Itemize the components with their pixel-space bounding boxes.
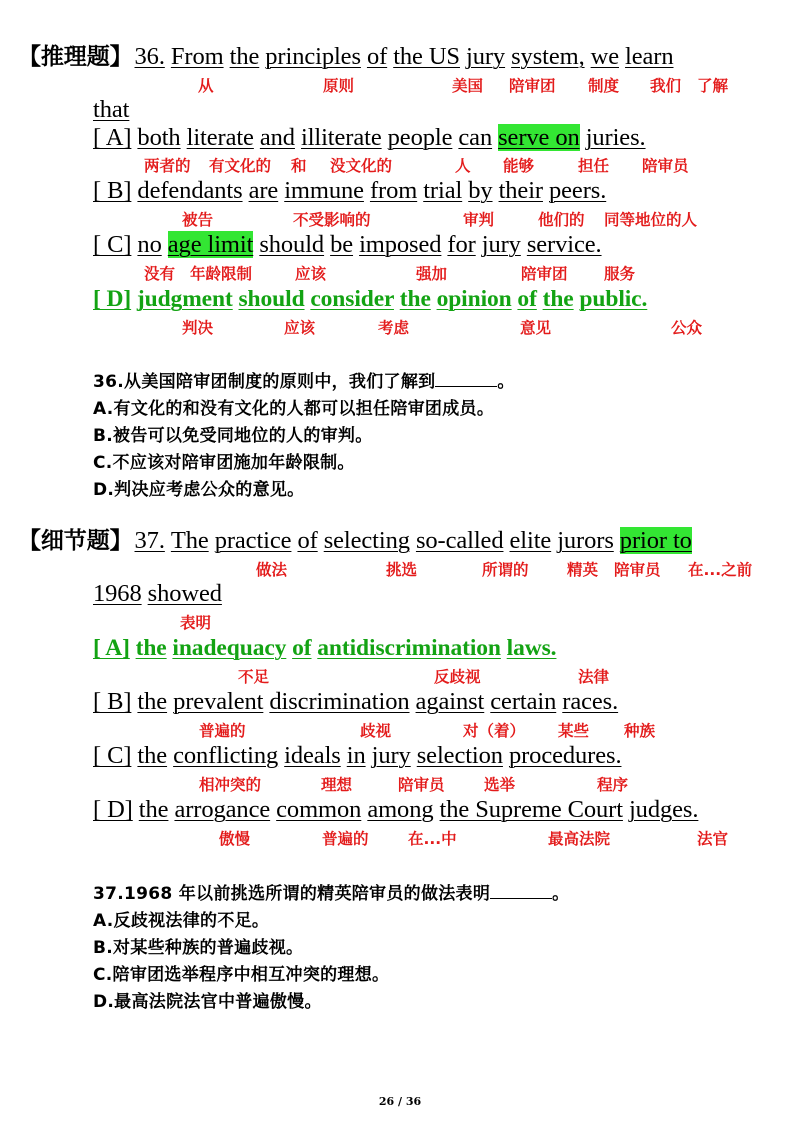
word: practice xyxy=(214,527,292,554)
word: laws. xyxy=(506,635,557,661)
word: against xyxy=(415,688,485,715)
word: learn xyxy=(625,43,674,70)
word: judgment xyxy=(136,286,233,312)
q37-stem-line2 xyxy=(93,580,222,608)
zh-annotation: 没文化的 xyxy=(330,157,393,175)
word: among xyxy=(367,796,434,823)
q36-stem-line2 xyxy=(93,96,129,124)
zh-annotation: 应该 xyxy=(284,319,316,337)
q37-cn-option: C.陪审团选举程序中相互冲突的理想。 xyxy=(93,965,390,985)
word: of xyxy=(292,635,312,661)
word: defendants xyxy=(137,177,243,204)
q36-option-c xyxy=(93,231,602,259)
zh-annotation: 相冲突的 xyxy=(199,776,262,794)
zh-annotation: 表明 xyxy=(180,614,212,632)
zh-annotation: 陪审员 xyxy=(398,776,445,794)
word: should xyxy=(259,231,325,258)
word: we xyxy=(590,43,619,70)
zh-annotation: 美国 xyxy=(452,77,484,95)
word: of xyxy=(297,527,318,554)
zh-annotation: 应该 xyxy=(295,265,327,283)
zh-annotation: 歧视 xyxy=(360,722,392,740)
zh-annotation: 被告 xyxy=(182,211,214,229)
zh-annotation: 某些 xyxy=(558,722,590,740)
zh-annotation: 选举 xyxy=(484,776,516,794)
zh-annotation: 没有 xyxy=(144,265,176,283)
word: service. xyxy=(526,231,602,258)
q36-stem-line1 xyxy=(18,43,674,71)
word: system, xyxy=(511,43,585,70)
word: both xyxy=(137,124,181,151)
zh-annotation: 担任 xyxy=(578,157,610,175)
word: elite xyxy=(509,527,552,554)
zh-annotation: 制度 xyxy=(588,77,620,95)
word: their xyxy=(498,177,543,204)
word: antidiscrimination xyxy=(317,635,501,661)
word: certain xyxy=(490,688,557,715)
q36-option-a xyxy=(93,124,646,152)
zh-annotation: 年龄限制 xyxy=(190,265,253,283)
q37-option-b xyxy=(93,688,618,716)
word: opinion xyxy=(436,286,512,312)
word: by xyxy=(468,177,493,204)
word: juries. xyxy=(585,124,646,151)
zh-annotation: 公众 xyxy=(671,319,703,337)
word: and xyxy=(259,124,295,151)
word: consider xyxy=(310,286,394,312)
zh-annotation: 陪审团 xyxy=(521,265,568,283)
word: principles xyxy=(265,43,361,70)
zh-annotation: 了解 xyxy=(697,77,729,95)
word: The xyxy=(170,527,209,554)
zh-annotation: 能够 xyxy=(503,157,535,175)
option-letter: [ B] xyxy=(93,177,132,204)
q37-number: 37. xyxy=(134,527,165,554)
word: should xyxy=(238,286,305,312)
word: showed xyxy=(147,580,222,607)
zh-annotation: 法律 xyxy=(578,668,610,686)
word: common xyxy=(276,796,362,823)
q36-cn-option: D.判决应考虑公众的意见。 xyxy=(93,480,305,500)
zh-annotation: 所谓的 xyxy=(482,561,529,579)
word: the xyxy=(138,796,169,823)
word: ideals xyxy=(284,742,341,769)
q37-cn-option: B.对某些种族的普遍歧视。 xyxy=(93,938,304,958)
q37-stem-line1 xyxy=(18,527,692,555)
word: no xyxy=(137,231,162,258)
zh-annotation: 不足 xyxy=(238,668,270,686)
word: conflicting xyxy=(173,742,279,769)
option-letter: [ C] xyxy=(93,231,132,258)
zh-annotation: 他们的 xyxy=(538,211,585,229)
word: of xyxy=(517,286,537,312)
word: inadequacy xyxy=(172,635,287,661)
zh-annotation: 服务 xyxy=(604,265,636,283)
zh-annotation: 反歧视 xyxy=(434,668,481,686)
q37-option-d xyxy=(93,796,698,824)
zh-annotation: 考虑 xyxy=(378,319,410,337)
word: can xyxy=(458,124,493,151)
word: selecting xyxy=(323,527,410,554)
q36-cn-option: A.有文化的和没有文化的人都可以担任陪审团成员。 xyxy=(93,399,495,419)
zh-annotation: 人 xyxy=(455,157,471,175)
option-letter: [ B] xyxy=(93,688,132,715)
q37-option-a-answer xyxy=(93,634,556,662)
word: from xyxy=(369,177,418,204)
word: for xyxy=(447,231,476,258)
option-letter: [ D] xyxy=(93,796,133,823)
zh-annotation: 傲慢 xyxy=(219,830,251,848)
q36-cn-option: C.不应该对陪审团施加年龄限制。 xyxy=(93,453,355,473)
option-letter: [ D] xyxy=(93,286,132,312)
word: that xyxy=(93,96,130,123)
word: so-called xyxy=(415,527,504,554)
q37-cn-option: A.反歧视法律的不足。 xyxy=(93,911,270,931)
q36-option-d-answer xyxy=(93,285,647,313)
zh-annotation: 和 xyxy=(291,157,307,175)
answer-blank xyxy=(435,370,497,387)
highlighted-word: serve on xyxy=(498,124,580,151)
word: public. xyxy=(579,286,648,312)
word: the xyxy=(229,43,260,70)
word: discrimination xyxy=(269,688,410,715)
page-number: 26 / 36 xyxy=(378,1095,422,1108)
word: illiterate xyxy=(300,124,382,151)
word: jury xyxy=(481,231,521,258)
word: jury xyxy=(466,43,506,70)
word: jurors xyxy=(557,527,614,554)
q37-cn-option: D.最高法院法官中普遍傲慢。 xyxy=(93,992,322,1012)
option-letter: [ A] xyxy=(93,124,132,151)
word: the Supreme Court xyxy=(439,796,623,823)
zh-annotation: 在...之前 xyxy=(688,561,753,579)
zh-annotation: 普遍的 xyxy=(199,722,246,740)
word: From xyxy=(170,43,224,70)
word: peers. xyxy=(549,177,607,204)
zh-annotation: 同等地位的人 xyxy=(604,211,698,229)
zh-annotation: 我们 xyxy=(650,77,682,95)
word: the xyxy=(137,688,168,715)
word: the xyxy=(542,286,574,312)
word: of xyxy=(366,43,388,70)
zh-annotation: 最高法院 xyxy=(548,830,611,848)
q36-type-tag: 【推理题】 xyxy=(18,44,133,70)
zh-annotation: 理想 xyxy=(321,776,353,794)
option-letter: [ A] xyxy=(93,635,130,661)
word: are xyxy=(248,177,279,204)
zh-annotation: 精英 xyxy=(567,561,599,579)
answer-blank xyxy=(490,882,552,899)
word: people xyxy=(387,124,453,151)
word: procedures. xyxy=(508,742,622,769)
word: imposed xyxy=(359,231,442,258)
word: trial xyxy=(423,177,463,204)
zh-annotation: 对（着） xyxy=(463,722,526,740)
word: the US xyxy=(393,43,460,70)
word: the xyxy=(137,742,168,769)
zh-annotation: 程序 xyxy=(597,776,629,794)
word: races. xyxy=(562,688,619,715)
highlighted-word: prior to xyxy=(619,527,692,554)
zh-annotation: 两者的 xyxy=(144,157,191,175)
zh-annotation: 陪审员 xyxy=(614,561,661,579)
q36-cn-stem: 36.从美国陪审团制度的原则中，我们了解到 。 xyxy=(93,372,515,392)
option-letter: [ C] xyxy=(93,742,132,769)
q37-cn-stem: 37.1968 年以前挑选所谓的精英陪审员的做法表明 。 xyxy=(93,884,570,904)
word: immune xyxy=(284,177,364,204)
zh-annotation: 普遍的 xyxy=(322,830,369,848)
zh-annotation: 做法 xyxy=(256,561,288,579)
zh-annotation: 判决 xyxy=(182,319,214,337)
zh-annotation: 意见 xyxy=(520,319,552,337)
zh-annotation: 原则 xyxy=(323,77,355,95)
zh-annotation: 陪审员 xyxy=(642,157,689,175)
word: arrogance xyxy=(174,796,271,823)
word: judges. xyxy=(628,796,699,823)
q37-type-tag: 【细节题】 xyxy=(18,528,133,554)
word: the xyxy=(135,635,167,661)
q37-option-c xyxy=(93,742,621,770)
zh-annotation: 审判 xyxy=(463,211,495,229)
word: be xyxy=(330,231,354,258)
zh-annotation: 强加 xyxy=(416,265,448,283)
q36-option-b xyxy=(93,177,606,205)
highlighted-word: age limit xyxy=(167,231,254,258)
zh-annotation: 挑选 xyxy=(386,561,418,579)
q36-cn-option: B.被告可以免受同地位的人的审判。 xyxy=(93,426,373,446)
word: literate xyxy=(186,124,254,151)
zh-annotation: 种族 xyxy=(624,722,656,740)
word: prevalent xyxy=(173,688,264,715)
zh-annotation: 不受影响的 xyxy=(293,211,371,229)
zh-annotation: 在...中 xyxy=(408,830,457,848)
zh-annotation: 有文化的 xyxy=(209,157,272,175)
word: in xyxy=(346,742,366,769)
zh-annotation: 陪审团 xyxy=(509,77,556,95)
zh-annotation: 从 xyxy=(198,77,214,95)
word: the xyxy=(399,286,431,312)
q36-number: 36. xyxy=(134,43,165,70)
zh-annotation: 法官 xyxy=(697,830,729,848)
word: selection xyxy=(416,742,503,769)
word: 1968 xyxy=(93,580,142,607)
word: jury xyxy=(371,742,411,769)
